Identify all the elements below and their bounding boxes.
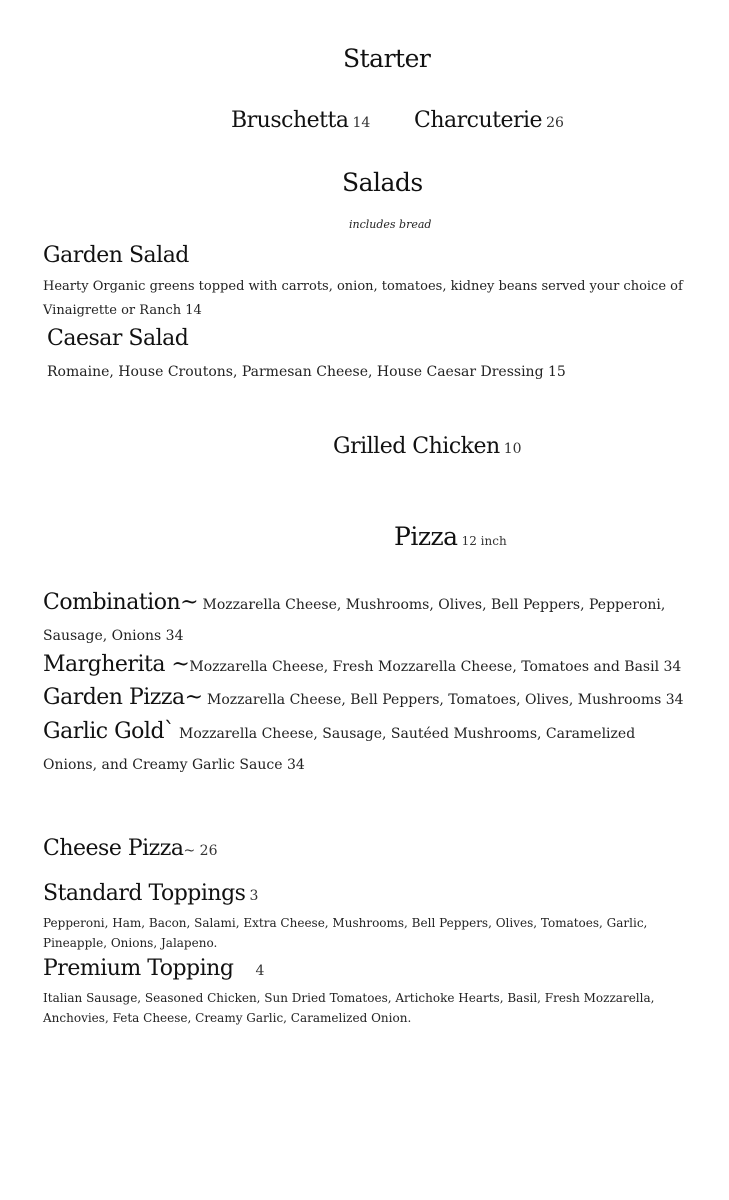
pizza-name: Garden Pizza~ bbox=[43, 685, 203, 710]
pizza-item-garden bbox=[43, 682, 703, 716]
starter-item-bruschetta bbox=[231, 108, 370, 133]
item-price: 26 bbox=[546, 115, 564, 131]
pizza-item-combination bbox=[43, 587, 693, 652]
cheese-pizza-name: Cheese Pizza bbox=[43, 836, 184, 861]
premium-topping-heading bbox=[43, 956, 264, 981]
salads-note: includes bread bbox=[349, 218, 432, 231]
pizza-item-margherita bbox=[43, 649, 703, 683]
salads-heading: Salads bbox=[342, 168, 423, 197]
pizza-name: Margherita ~ bbox=[43, 652, 190, 677]
pizza-name: Garlic Gold` bbox=[43, 719, 175, 744]
premium-topping-list: Italian Sausage, Seasoned Chicken, Sun Dried Tomatoes, Artichoke Hearts, Basil, Fresh Mozzarella, Anchovies, Feta Cheese, Creamy Garlic, Caramelized Onion. bbox=[43, 991, 655, 1025]
standard-toppings-price: 3 bbox=[249, 888, 259, 904]
pizza-desc: Mozzarella Cheese, Mushrooms, Olives, Bell Peppers, Pepperoni, Sausage, Onions 34 bbox=[43, 597, 666, 644]
grilled-chicken-addon bbox=[333, 434, 522, 459]
item-name: Bruschetta bbox=[231, 108, 349, 133]
cheese-pizza-price: ~ 26 bbox=[183, 843, 218, 859]
desc-line: Vinaigrette or Ranch 14 bbox=[43, 303, 202, 318]
standard-toppings-list: Pepperoni, Ham, Bacon, Salami, Extra Cheese, Mushrooms, Bell Peppers, Olives, Tomatoes, Garlic, Pineapple, Onions, Jalapeno. bbox=[43, 916, 648, 950]
addon-price: 10 bbox=[503, 441, 522, 457]
caesar-salad-name: Caesar Salad bbox=[47, 326, 189, 351]
premium-topping-price: 4 bbox=[255, 963, 265, 979]
pizza-item-garlic-gold bbox=[43, 716, 693, 781]
pizza-name: Combination~ bbox=[43, 590, 199, 615]
premium-topping-name: Premium Topping bbox=[43, 956, 234, 981]
pizza-desc: Mozzarella Cheese, Sausage, Sautéed Mushrooms, Caramelized Onions, and Creamy Garlic Sauce 34 bbox=[43, 726, 636, 773]
item-name: Charcuterie bbox=[414, 108, 543, 133]
pizza-desc: Mozzarella Cheese, Bell Peppers, Tomatoes, Olives, Mushrooms 34 bbox=[202, 692, 684, 708]
garden-salad-name: Garden Salad bbox=[43, 243, 189, 268]
item-price: 14 bbox=[352, 115, 371, 131]
cheese-pizza bbox=[43, 836, 217, 861]
pizza-title: Pizza bbox=[394, 522, 458, 551]
standard-toppings-heading bbox=[43, 881, 258, 906]
pizza-desc: Mozzarella Cheese, Fresh Mozzarella Cheese, Tomatoes and Basil 34 bbox=[189, 659, 682, 675]
garden-salad-desc bbox=[43, 275, 683, 323]
standard-toppings-name: Standard Toppings bbox=[43, 881, 246, 906]
addon-name: Grilled Chicken bbox=[333, 434, 500, 459]
pizza-size: 12 inch bbox=[461, 534, 507, 548]
starter-item-charcuterie bbox=[414, 108, 564, 133]
pizza-heading bbox=[394, 522, 507, 551]
caesar-salad-desc: Romaine, House Croutons, Parmesan Cheese, House Caesar Dressing 15 bbox=[47, 364, 566, 380]
starter-heading: Starter bbox=[343, 44, 431, 73]
desc-line: Hearty Organic greens topped with carrots, onion, tomatoes, kidney beans served your choice of bbox=[43, 279, 683, 294]
